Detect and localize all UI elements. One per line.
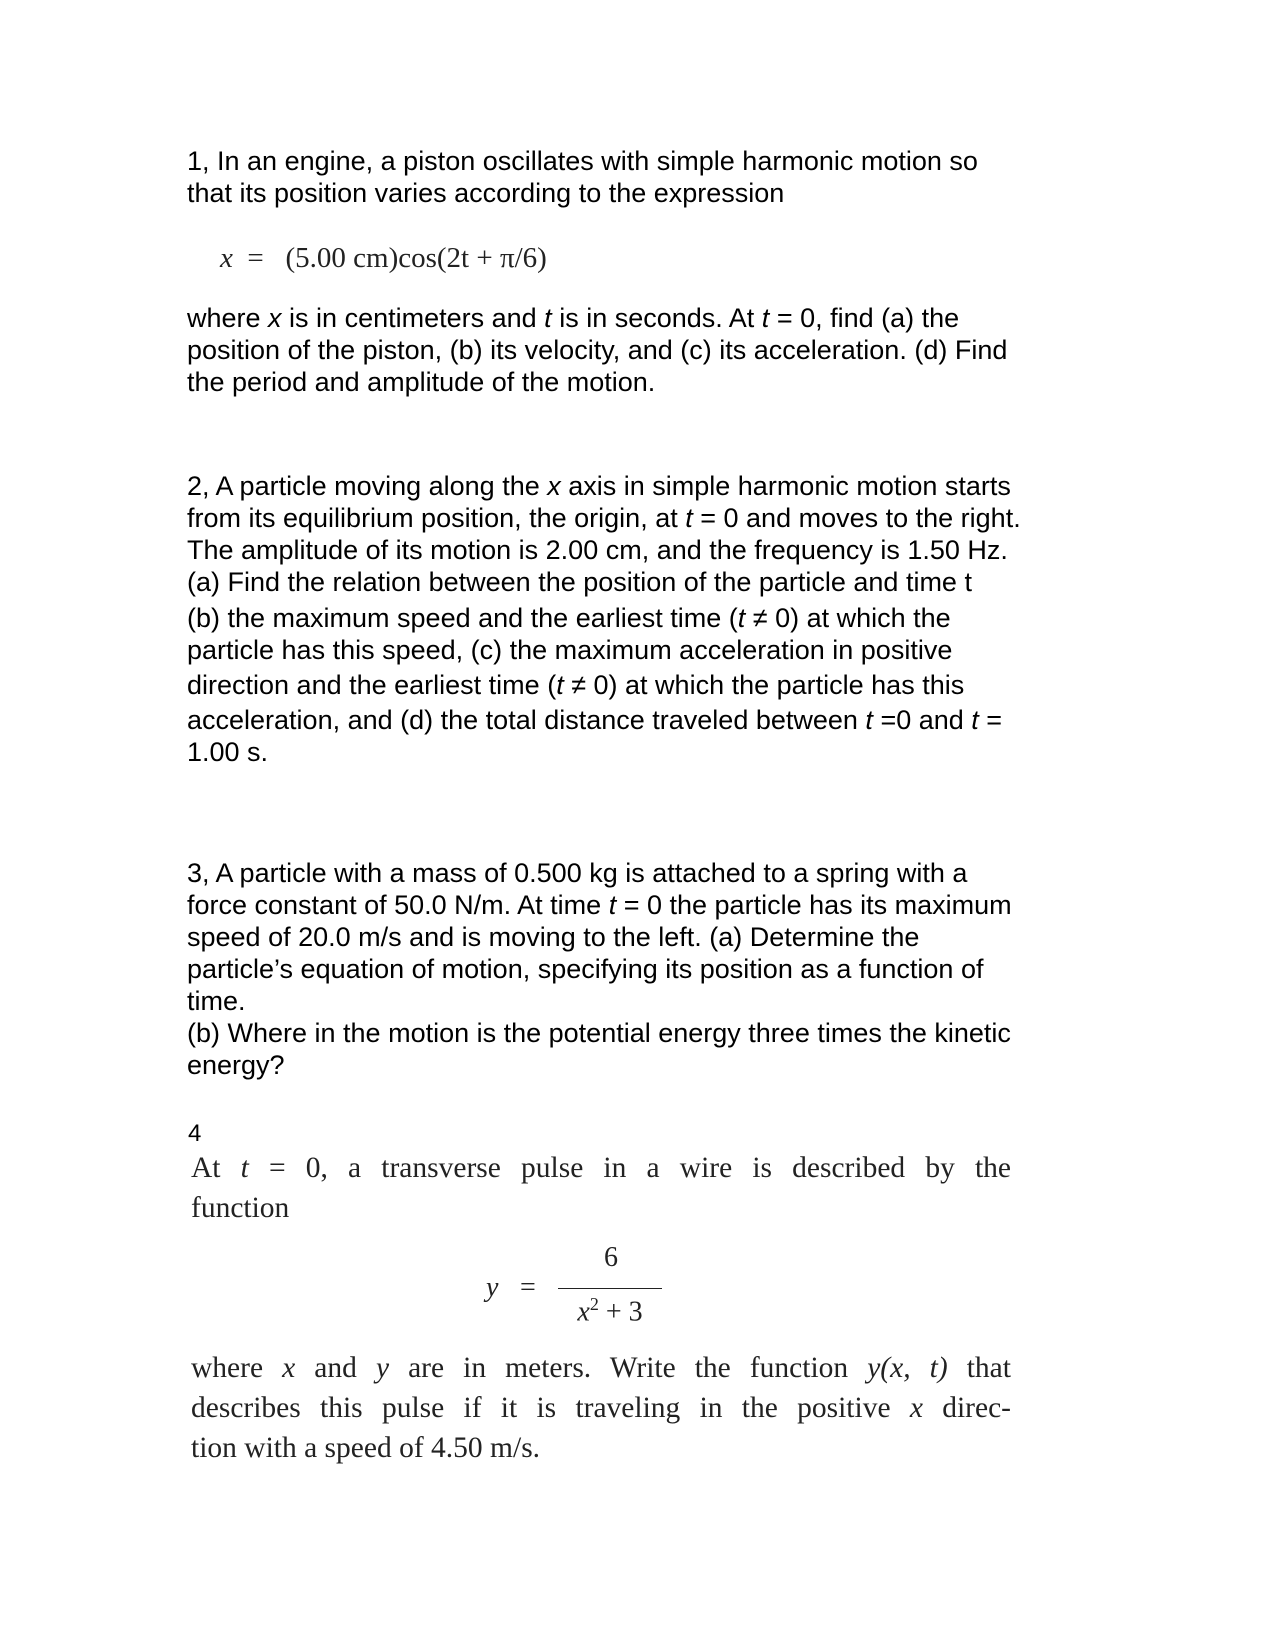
problem-2-line: The amplitude of its motion is 2.00 cm, and the frequency is 1.50 Hz. bbox=[187, 535, 1008, 565]
problem-1-intro-line: that its position varies according to the expression bbox=[187, 178, 785, 208]
problem-4-intro bbox=[191, 1148, 1011, 1228]
problem-4-intro-line: function bbox=[191, 1192, 290, 1224]
problem-1-intro-line: 1, In an engine, a piston oscillates with simple harmonic motion so bbox=[187, 146, 978, 176]
problem-4-number: 4 bbox=[188, 1120, 202, 1147]
problem-3-line: particle’s equation of motion, specifying its position as a function of bbox=[187, 954, 984, 984]
problem-3-line: time. bbox=[187, 986, 246, 1016]
problem-2-line: (b) the maximum speed and the earliest time (t ≠ 0) at which the bbox=[187, 603, 951, 633]
problem-1-body bbox=[187, 302, 1087, 398]
problem-3-line: force constant of 50.0 N/m. At time t = 0 the particle has its maximum bbox=[187, 890, 1012, 920]
problem-2 bbox=[187, 470, 1087, 768]
problem-2-line: 1.00 s. bbox=[187, 737, 269, 767]
problem-3-line: (b) Where in the motion is the potential energy three times the kinetic bbox=[187, 1018, 1011, 1048]
fraction-numerator: 6 bbox=[604, 1242, 618, 1273]
equation-equals: = bbox=[520, 1272, 536, 1303]
problem-3-line: speed of 20.0 m/s and is moving to the left. (a) Determine the bbox=[187, 922, 920, 952]
problem-2-line: 2, A particle moving along the x axis in simple harmonic motion starts bbox=[187, 471, 1011, 501]
fraction-bar bbox=[558, 1288, 662, 1289]
problem-3-line: 3, A particle with a mass of 0.500 kg is attached to a spring with a bbox=[187, 858, 968, 888]
problem-1-body-line: where x is in centimeters and t is in seconds. At t = 0, find (a) the bbox=[187, 303, 960, 333]
problem-4-equation bbox=[486, 1242, 686, 1340]
equation-equals: = bbox=[240, 242, 279, 274]
problem-4-body-line: tion with a speed of 4.50 m/s. bbox=[191, 1432, 541, 1464]
problem-2-line: direction and the earliest time (t ≠ 0) at which the particle has this bbox=[187, 670, 965, 700]
problem-3-line: energy? bbox=[187, 1050, 285, 1080]
problem-2-line: acceleration, and (d) the total distance traveled between t =0 and t = bbox=[187, 705, 1003, 735]
problem-3 bbox=[187, 857, 1087, 1081]
equation-lhs: y bbox=[486, 1272, 499, 1303]
problem-4-body-line: where x and y are in meters. Write the function y(x, t) that bbox=[191, 1352, 1011, 1384]
problem-2-line: from its equilibrium position, the origin, at t = 0 and moves to the right. bbox=[187, 503, 1021, 533]
problem-4-body bbox=[191, 1348, 1011, 1468]
problem-2-line: (a) Find the relation between the position of the particle and time t bbox=[187, 567, 972, 597]
problem-1-body-line: position of the piston, (b) its velocity, and (c) its acceleration. (d) Find bbox=[187, 335, 1008, 365]
problem-2-line: particle has this speed, (c) the maximum acceleration in positive bbox=[187, 635, 953, 665]
problem-1-equation bbox=[220, 242, 547, 275]
problem-4-body-line: describes this pulse if it is traveling in the positive x direc- bbox=[191, 1392, 1012, 1424]
equation-lhs: x bbox=[220, 242, 233, 274]
problem-1-intro bbox=[187, 145, 1087, 209]
equation-rhs: (5.00 cm)cos(2t + π/6) bbox=[285, 242, 547, 274]
problem-1-body-line: the period and amplitude of the motion. bbox=[187, 367, 656, 397]
fraction-denominator: $x^2 + 3$ bbox=[577, 1294, 643, 1328]
problem-4-intro-line: At t = 0, a transverse pulse in a wire is described by the bbox=[191, 1152, 1012, 1184]
